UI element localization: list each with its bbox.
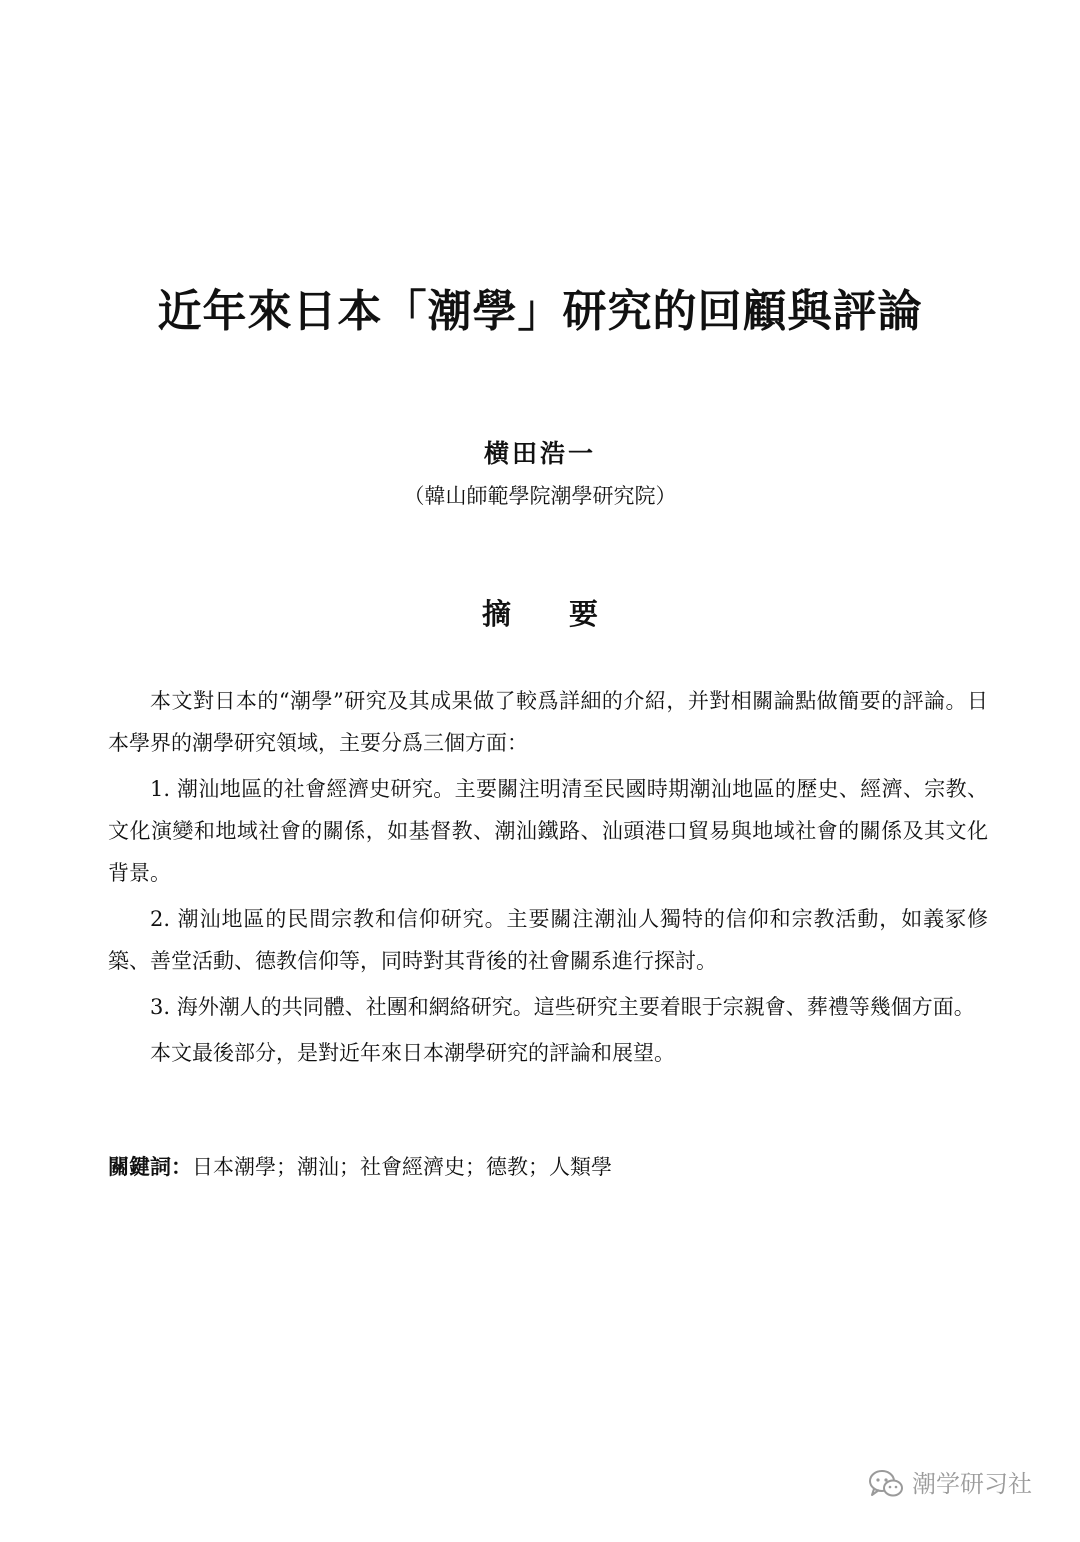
- abstract-paragraph: 3. 海外潮人的共同體、社團和網絡研究。這些研究主要着眼于宗親會、葬禮等幾個方面。: [150, 995, 975, 1019]
- wechat-icon: [868, 1469, 904, 1499]
- abstract-paragraph: 1. 潮汕地區的社會經濟史研究。主要關注明清至民國時期潮汕地區的歷史、經濟、宗教、文化演變和地域社會的關係，如基督教、潮汕鐵路、汕頭港口貿易與地域社會的關係及其文化背景。: [108, 777, 988, 885]
- keywords-label: 關鍵詞：: [108, 1154, 192, 1179]
- keywords-list: 日本潮學；潮汕；社會經濟史；德教；人類學: [192, 1155, 612, 1179]
- author-name: 横田浩一: [483, 439, 596, 468]
- watermark-text: 潮学研习社: [912, 1470, 1032, 1498]
- keywords: [108, 1147, 988, 1187]
- abstract-paragraph: 本文最後部分，是對近年來日本潮學研究的評論和展望。: [150, 1041, 675, 1065]
- author-affiliation: （韓山師範學院潮學研究院）: [403, 484, 677, 508]
- abstract-heading: 摘 要: [481, 597, 623, 631]
- abstract-paragraph: 2. 潮汕地區的民間宗教和信仰研究。主要關注潮汕人獨特的信仰和宗教活動，如義冢修築、善堂活動、德教信仰等，同時對其背後的社會關系進行探討。: [108, 907, 988, 973]
- abstract-paragraph: 本文對日本的“潮學”研究及其成果做了較爲詳細的介紹，并對相關論點做簡要的評論。日本學界的潮學研究領域，主要分爲三個方面：: [108, 689, 988, 755]
- paper-title: 近年來日本「潮學」研究的回顧與評論: [157, 286, 923, 337]
- watermark: [868, 1466, 1032, 1502]
- abstract-body: [108, 680, 988, 1078]
